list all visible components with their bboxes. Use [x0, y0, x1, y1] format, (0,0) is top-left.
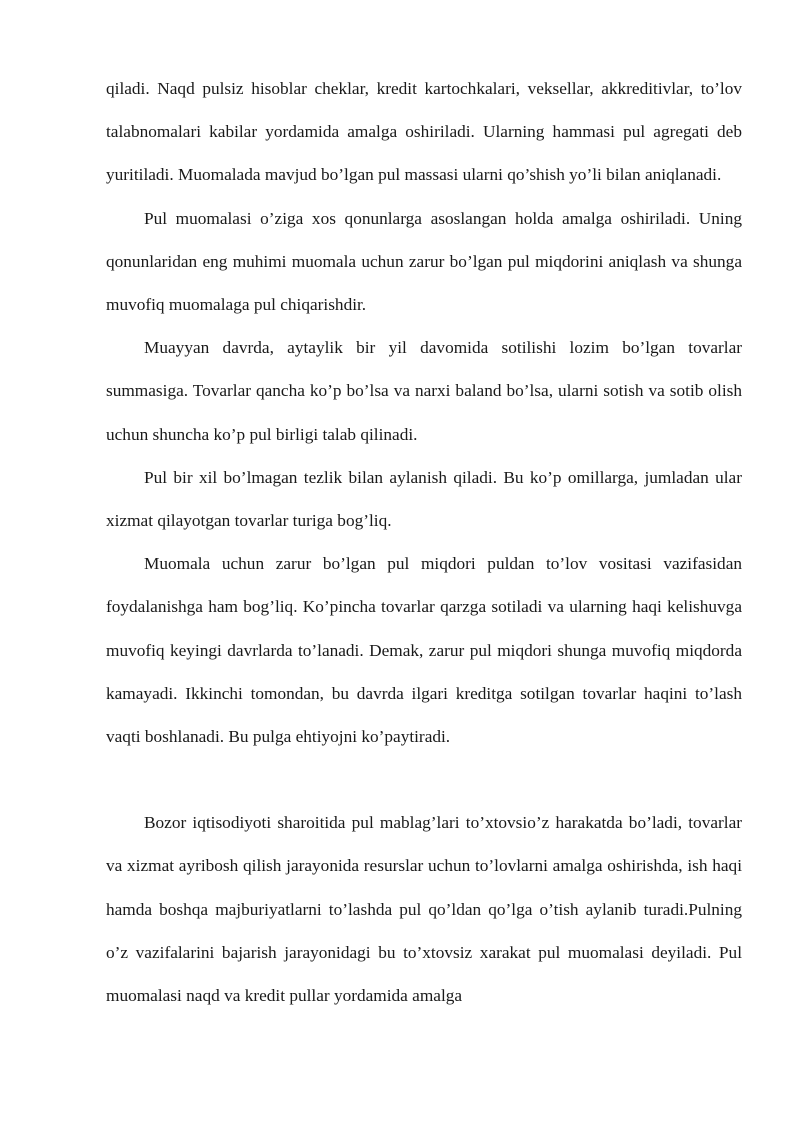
document-body: [106, 67, 742, 1017]
paragraph: Pul muomalasi o’ziga xos qonunlarga asoslangan holda amalga oshiriladi. Uning qonunlaridan eng muhimi muomala uchun zarur bo’lgan pul miqdorini aniqlash va shunga muvofiq muomalaga pul chiqarishdir.: [106, 208, 742, 315]
paragraph: Pul bir xil bo’lmagan tezlik bilan aylanish qiladi. Bu ko’p omillarga, jumladan ular xizmat qilayotgan tovarlar turiga bog’liq.: [106, 467, 742, 531]
paragraph: Muayyan davrda, aytaylik bir yil davomida sotilishi lozim bo’lgan tovarlar summasiga. Tovarlar qancha ko’p bo’lsa va narxi baland bo’lsa, ularni sotish va sotib olish uchun shuncha ko’p pul birligi talab qilinadi.: [106, 338, 742, 444]
paragraph-continuation: qiladi. Naqd pulsiz hisoblar cheklar, kredit kartochkalari, veksellar, akkreditivlar, to’lov talabnomalari kabilar yordamida amalga oshiriladi. Ularning hammasi pul agregati deb yuritiladi. Muomalada mavjud bo’lgan pul massasi ularni qo’shish yo’li bilan aniqlanadi.: [106, 79, 742, 185]
paragraph: Muomala uchun zarur bo’lgan pul miqdori puldan to’lov vositasi vazifasidan foydalanishga ham bog’liq. Ko’pincha tovarlar qarzga sotiladi va ularning haqi kelishuvga muvofiq keyingi davrlarda to’lanadi. Demak, zarur pul miqdori shunga muvofiq miqdorda kamayadi. Ikkinchi tomondan, bu davrda ilgari kreditga sotilgan tovarlar haqini to’lash vaqti boshlanadi. Bu pulga ehtiyojni ko’paytiradi.: [106, 554, 742, 747]
paragraph: Bozor iqtisodiyoti sharoitida pul mablag’lari to’xtovsio’z harakatda bo’ladi, tovarlar va xizmat ayribosh qilish jarayonida resurslar uchun to’lovlarni amalga oshirishda, ish haqi hamda boshqa majburiyatlarni to’lashda pul qo’ldan qo’lga o’tish aylanib turadi.Pulning o’z vazifalarini bajarish jarayonidagi bu to’xtovsiz xarakat pul muomalasi deyiladi. Pul muomalasi naqd va kredit pullar yordamida amalga: [106, 813, 742, 1006]
